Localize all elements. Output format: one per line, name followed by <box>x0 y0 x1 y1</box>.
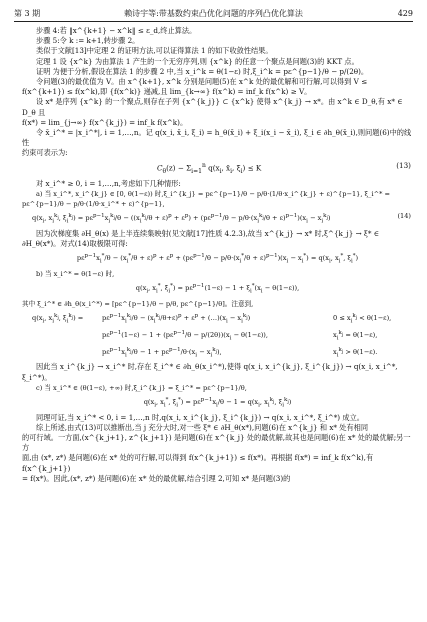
piecewise-cond-2: $x_i^{k_j} = \theta(1-\varepsilon)$, <box>333 329 378 342</box>
equation-13-tag: (13) <box>396 160 411 170</box>
para-define-q: 令 x̄_i^* = |x_i^*|, i = 1,…,n。记 q(x_i, x̄_i, ξ_i) = h_θ(x̄_i) + ξ_i(x_i − x̄_i), ξ_i ∈ ∂h_θ(x̄_i),则问题(6)中的线性 <box>22 128 412 148</box>
proof-start: 证明 为便于分析,假设在算法 1 的步骤 2 中,当 x_i^k = θ(1−ε) 时,ξ_i^k = pε^{p−1}/θ − p/(2θ)。 <box>36 66 369 76</box>
equation-13 <box>22 161 413 177</box>
header-rule <box>14 21 413 22</box>
similar-line: 类似于文献[13]中定理 2 的证明方法,可以证得算法 1 的如下收敛性结果。 <box>36 46 273 56</box>
para-similarly: 同理可证,当 x_i^* < 0, i = 1,…,n 时,q(x_i, x_i^{k_j}, ξ_i^{k_j}) → q(x_i, x_i^*, ξ_i^*) 成立。 <box>36 412 364 422</box>
piecewise-case-1: $p\varepsilon^{p-1}x_i^{k_j}/\theta - (x_i^{k_j}/\theta+\varepsilon)^p + \varepsilon^p$ + $(\dots)(x_i - x_i^{k_j})$ <box>102 313 251 325</box>
running-title: 赖诗宇等:带基数约束凸优化问题的序列凸优化算法 <box>124 8 303 18</box>
issue-label: 第 3 期 <box>14 8 41 18</box>
case-b: b) 当 x_i^* = θ(1−ε) 时, <box>36 270 115 279</box>
case-c-equation: $q(x_i$, $x_i^*$, $\xi_i^*) = p\varepsilon^{p-1}x_i/\theta - 1 = q(x_i$, $x_i^{k_j}$, $\xi_i^{k_j}$) <box>143 396 292 409</box>
para-cases: 对 x_i^* ≥ 0, i = 1,…,n,考虑如下几种情形: <box>36 178 181 188</box>
para-optimal-2: f(x^{k+1}) ≤ f(x^k),即 {f(x^k)} 递减,且 lim_{k→∞} f(x^k) = inf_k f(x^k) ≥ V。 <box>22 87 312 97</box>
piecewise-equation <box>22 311 413 360</box>
para-summary-1: 综上所述,由式(13)可以推断出,当 j 充分大时,对一些 ξ* ∈ ∂H_θ(x*),问题(6)在 x^{k_j} 和 x* 处有相同 <box>36 422 369 432</box>
para-summary-2: 的可行域。一方面,(x^{k_j+1}, z^{k_j+1}) 是问题(6)在 x^{k_j} 处的最优解,故其也是问题(6)在 x* 处的最优解;另一方 <box>22 433 411 453</box>
equation-14 <box>22 211 413 227</box>
para-semicontinuous-2: ∂H_θ(x*)。对式(14)取极限可得: <box>22 239 128 249</box>
piecewise-cond-3: $x_i^{k_j} > \theta(1-\varepsilon)$. <box>333 346 378 359</box>
case-b-equation: $q(x_i$, $x_i^*$, $\xi_i^*) = p\varepsilon^{p-1}(1-\varepsilon) - 1 + \xi_i^*(x_i - \theta(1-\varepsilon))$, <box>135 283 300 295</box>
piecewise-row-1 <box>32 311 413 327</box>
paper-body <box>22 26 413 484</box>
para-optimal-1: 令问题(3)的最优值为 V。由 x^{k+1}, x^k 分别是问题(5)在 x^k 处的最优解和可行解,可以得到 V ≤ <box>36 77 368 87</box>
equation-13-body: $C_\theta(z) - \Sigma_{i=1}^n$ $q(x_i$, $x̄_i$, $\xi_i) \le K$ <box>156 161 262 175</box>
theorem-1: 定理 1 设 {x^k} 为由算法 1 产生的一个无穷序列,则 {x^k} 的任意一个聚点是问题(3)的 KKT 点。 <box>36 56 359 66</box>
equation-14-tag: (14) <box>397 212 411 221</box>
para-semicontinuous-1: 因为次梯度集 ∂H_θ(x) 是上半连续集映射(见文献[17]性质 4.2.3),故当 x^{k_j} → x* 时,ξ^{k_j} → ξ* ∈ <box>36 228 380 238</box>
piecewise-lhs: $q(x_i$, $x_i^{k_j}$, $\xi_i^{k_j}$) = <box>32 313 84 325</box>
case-b-subgradient: 其中 ξ_i^* ∈ ∂h_θ(x_i^*) = [pε^{p−1}/θ − p/θ, pε^{p−1}/θ]。注意到, <box>22 300 254 308</box>
running-header <box>14 6 413 20</box>
para-cluster-1: 设 x* 是序列 {x^k} 的一个聚点,则存在子列 {x^{k_j}} ⊂ {x^k} 使得 x^{k_j} → x*。由 x^k ∈ D_θ,有 x* ∈ D_θ 且 <box>22 97 403 117</box>
para-summary-4: = f(x*)。因此,(x*, z*) 是问题(6)在 x* 处的最优解,结合引理 2,可知 x* 是问题(3)的 <box>22 473 291 483</box>
piecewise-cond-1: $0 \le x_i^{k_j} < \theta(1-\varepsilon)$, <box>333 313 392 325</box>
case-a: a) 当 x_i^*, x_i^{k_j} ∈ [0, θ(1−ε)) 时,ξ_i^{k_j} = pε^{p−1}/θ − p/θ·(1/θ·x_i^{k_j} + ε)^{p−1}, ξ_i^* = pε^{p−1}/θ − p/θ·(1/θ·x_i^* + ε)^{p−1}, <box>22 189 391 209</box>
page-number: 429 <box>397 8 413 18</box>
piecewise-row-2 <box>32 328 413 344</box>
para-cluster-2: f(x*) = lim_{j→∞} f(x^{k_j}) = inf_k f(x^k)。 <box>22 117 188 127</box>
para-constraint: 约束可表示为: <box>22 148 68 158</box>
limit-equation-a: $p\varepsilon^{p-1}x_i^*/\theta - (x_i^*/\theta + \varepsilon)^p + \varepsilon^p + (p\varepsilon^{p-1}/\theta - p/\theta\cdot(x_i^*/\theta + \varepsilon)^{p-1})(x_i - x_i^*) = q(x_i$, $x_i^*$, $\xi_i^*$) <box>76 253 359 265</box>
para-summary-3: 面,由 (x*, z*) 是问题(6)在 x* 处的可行解,可以得到 f(x^{k_j+1}) ≤ f(x*)。再根据 f(x*) = inf_k f(x^k),有 f(x^{k_j+1}) <box>22 453 374 473</box>
piecewise-case-3: $p\varepsilon^{p-1}x_i^{k_j}/\theta - 1 + p\varepsilon^{p-1}/\theta\cdot(x_i - x_i^{k_j})$, <box>102 346 222 359</box>
case-c: c) 当 x_i^* ∈ (θ(1−ε), +∞) 时,ξ_i^{k_j} = ξ_i^* = pε^{p−1}/θ, <box>36 383 247 392</box>
para-therefore: 因此当 x_i^{k_j} → x_i^* 时,存在 ξ_i^* ∈ ∂h_θ(x_i^*),使得 q(x_i, x_i^{k_j}, ξ_i^{k_j}) → q(x_i, x_i^*, ξ_i^*)。 <box>22 362 398 382</box>
piecewise-case-2: $p\varepsilon^{p-1}(1-\varepsilon) - 1 + (p\varepsilon^{p-1}/\theta - p/(2\theta))(x_i - \theta(1-\varepsilon))$, <box>102 329 268 342</box>
piecewise-row-3 <box>32 345 413 361</box>
equation-14-body: $q(x_i$, $x_i^{k_j}$, $\xi_i^{k_j}) = p\varepsilon^{p-1}x_i^{k_j}/\theta - ((x_i^{k_j}/\theta + \varepsilon)^p + \varepsilon^p) + (p\varepsilon^{p-1}/\theta - p/\theta\cdot(x_i^{k_j}/\theta + \varepsilon)^{p-1})(x_i - x_i^{k_j})$ <box>32 213 331 225</box>
step5-line: 步骤 5:令 k := k+1,转步骤 2。 <box>36 36 140 46</box>
step4-line: 步骤 4:若 ‖x^{k+1} − x^k‖ ≤ ε_d,终止算法。 <box>36 26 197 35</box>
